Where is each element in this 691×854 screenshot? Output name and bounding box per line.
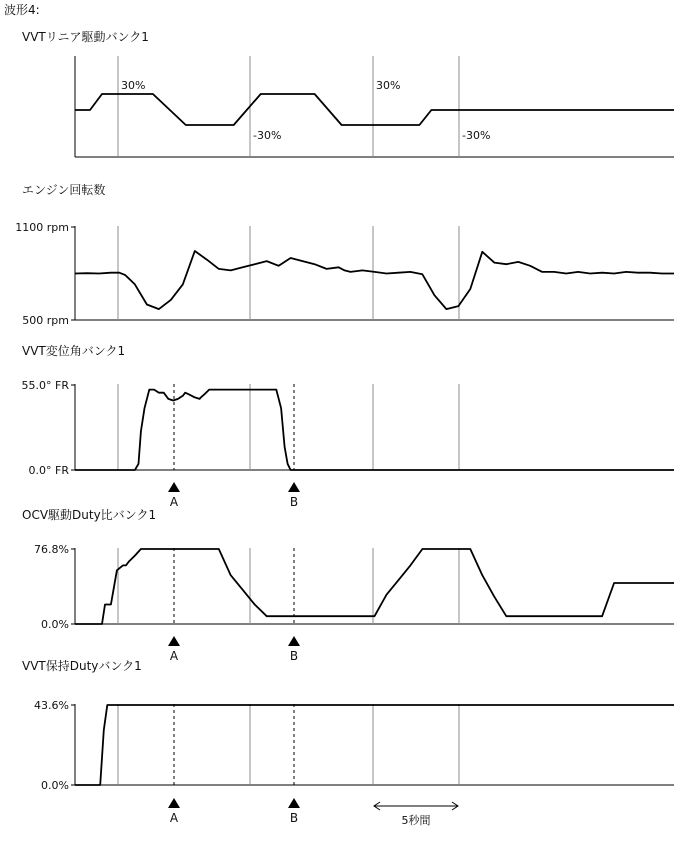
series-line — [75, 94, 674, 125]
chart-panel — [22, 507, 674, 663]
marker-label-b: B — [289, 495, 299, 509]
marker-label-b: B — [289, 649, 299, 663]
series-line — [75, 251, 674, 309]
y-tick-label: 0.0° FR — [28, 464, 69, 477]
y-tick-label: 76.8% — [34, 543, 69, 556]
marker-triangle-b — [288, 636, 300, 646]
panel-title: エンジン回転数 — [22, 183, 106, 197]
value-annotation: 30% — [121, 79, 146, 92]
panel-title: VVT保持Dutyバンク1 — [22, 659, 142, 673]
chart-panel — [22, 343, 674, 509]
marker-label-a: A — [169, 649, 179, 663]
marker-label-a: A — [169, 811, 179, 825]
marker-triangle-a — [168, 636, 180, 646]
marker-label-b: B — [289, 811, 299, 825]
y-tick-label: 500 rpm — [22, 314, 69, 327]
marker-triangle-a — [168, 482, 180, 492]
chart-panels — [15, 29, 674, 825]
y-tick-label: 0.0% — [41, 618, 69, 631]
chart-panel — [15, 182, 674, 327]
value-annotation: -30% — [462, 129, 491, 142]
series-line — [75, 705, 674, 785]
chart-panel — [22, 29, 674, 157]
value-annotation: 30% — [376, 79, 401, 92]
y-tick-label: 55.0° FR — [21, 379, 69, 392]
chart-panel — [22, 658, 674, 825]
marker-label-a: A — [169, 495, 179, 509]
page-title: 波形4: — [4, 3, 40, 17]
panel-title: VVT変位角バンク1 — [22, 344, 126, 358]
value-annotation: -30% — [253, 129, 282, 142]
panel-title: VVTリニア駆動バンク1 — [22, 30, 149, 44]
series-line — [75, 549, 674, 624]
marker-triangle-b — [288, 482, 300, 492]
y-tick-label: 1100 rpm — [15, 221, 69, 234]
duration-indicator — [374, 802, 458, 827]
y-tick-label: 0.0% — [41, 779, 69, 792]
y-tick-label: 43.6% — [34, 699, 69, 712]
series-line — [75, 390, 674, 470]
marker-triangle-a — [168, 798, 180, 808]
duration-label: 5秒間 — [401, 814, 431, 827]
marker-triangle-b — [288, 798, 300, 808]
panel-title: OCV駆動Duty比バンク1 — [22, 508, 157, 522]
